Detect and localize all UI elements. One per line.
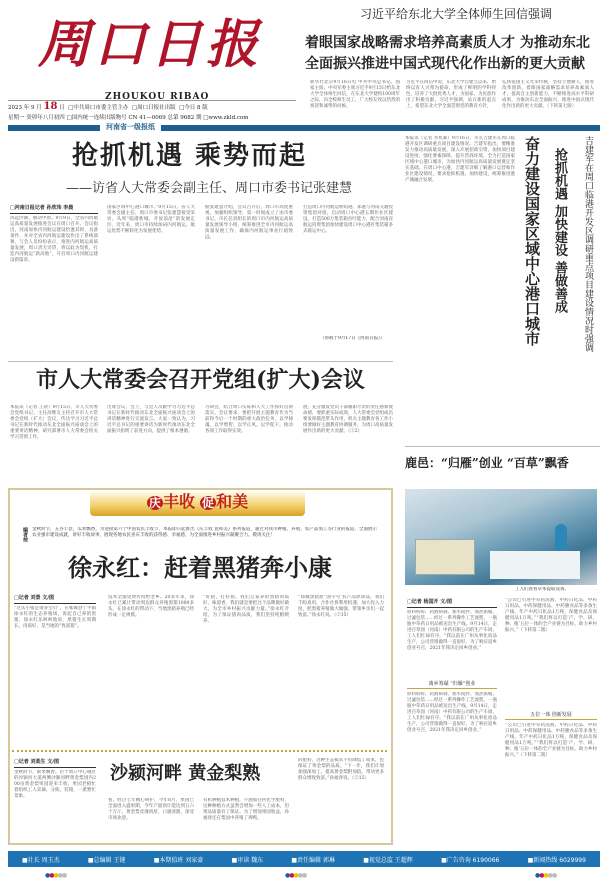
photo-table (490, 551, 580, 579)
photo-equipment (415, 539, 475, 575)
harvest-banner (90, 490, 305, 516)
page-count: □今日 8 版 (179, 105, 208, 111)
luyi-subhead-1: 离乡筹谋 “归雁”创业 (407, 680, 497, 689)
divider (8, 361, 393, 362)
divider (405, 446, 600, 447)
section-bar (8, 125, 600, 131)
publisher: □周口日报社出版 (131, 105, 176, 111)
story-b-col: 金秋时节，硕果飘香。位于周口中心城区的沙颍河大道两侧沙颍河畔黄金梨园内200亩黄金梨果园迎来丰收，果园老板忙着组织工人采摘、分拣、装箱，一派繁忙景象。 (14, 770, 96, 799)
dotted-divider (12, 750, 387, 752)
story-a-col: 技术全都免费传授给老乡。20多年来，徐永红已累计带动周边群众养殖黑猪1000多头，在徐永红的带动下，当地黑猪养殖已经形成一定规模。 (108, 595, 194, 618)
lead-kicker: 习近平给东北大学全体师生回信强调 (360, 7, 553, 21)
section-label: 河南省一级报纸 (100, 121, 161, 133)
story1-headline: 抢抓机遇 乘势而起 (72, 141, 308, 171)
story-a-col: “郑城黑猪原”国字号‘农产品原锋品，我们千盼真用，合作社将利用机遇，加大投入力度，把黑猪养殖做大做强，带领乡亲们一起致富。”徐永红说。（②15） (298, 595, 384, 618)
lead-body-col: 弘扬爱国主义光荣传统，坚持立德树人，推进改革创新，着眼国家战略需求培养高素质人才，提高自主创新能力，不断推进高水平科研成果，为推动东北全面振兴，推进中国式现代化作出新的更大贡献。（下转第七版） (502, 80, 594, 109)
story2-col: 展，充分激发党员干部履职尽责的责任感和使命感，要抓重实际成效，人大常委会党组成员要发挥模范带头作用，机关主题教育各工作小组要做好主题教育协调服务，为周口高质量发展作出新的更大贡献。（②2） (303, 405, 393, 434)
footer-item: ■责任编辑 郭琳 (291, 856, 335, 864)
banner-text: 丰收 (162, 492, 195, 511)
story-b-headline: 沙颍河畔 黄金梨熟 (110, 763, 261, 784)
story1-col: 国家区域中心港口城市。”9月15日，省人大常委会副主任、周口市委书记张建慧接受采访。从周“临港新城、开放前沿”的发展定位，近年来，周口市持续加码内河航运，航运优势不断转化为发展优势。 (107, 205, 195, 234)
date-year-month: 2023 年 9 月 (8, 105, 42, 111)
story2-col: 本报讯（记者 王晨）9月15日，市人大常委会党组书记、主任高继友主持召开市人大常委会党组（扩大）会议，传达学习习近平总书记在新时代推动东北全面振兴座谈会上的重要讲话精神，研究部署市人大常委会机关学习贯彻工作。 (10, 405, 98, 440)
publisher-host: □中共周口市委主管主办 (68, 105, 129, 111)
story2-col: 出席会议。会上，与会人员跟学习习近平总书记在新时代推动东北全面振兴座谈会上的讲话精神进行交流发言。大家一致认为，习近平总书记的重要讲话为新时代推动东北全面振兴指明了前进方向，提供了根本遵循。 (107, 405, 195, 434)
story-a-byline: □记者 刘景 文/图 (14, 594, 96, 604)
luyi-col: “公司已引进中草药洗液、中药日化品、中药日用品、中药保健用品、中药膳食品等多条生产线，年产中药日化品1万吨，保健食品及保健用品1万吨。”“我们将以打造‘产、学、研、种、植’五位一体的全产业链为目标，助力乡村振兴。”（下转第二版） (505, 598, 597, 633)
footer-item: ■审读 魏东 (231, 856, 264, 864)
sidebar-headline-a: 抢抓机遇 加快建设 善做善成 (552, 148, 567, 314)
luyi-byline: □记者 杨国开 文/图 (407, 598, 497, 608)
logo-pinyin: ZHOUKOU RIBAO (105, 92, 210, 102)
luyi-headline: 鹿邑：“归雁”创业 “百草”飘香 (405, 456, 569, 470)
issue-info: 星期一 癸卯年八月初四 □国内统一连续出版物号 CN 41—0069 总第 9682 期 □www.zkld.com (8, 115, 249, 121)
footer-item: ■本期值班 刘家豪 (153, 856, 204, 864)
story1-source: （原载于9月17日《河南日报》） (320, 336, 385, 341)
story-a-headline: 徐永红：赶着黑猪奔小康 (68, 553, 332, 582)
story2-headline: 市人大常委会召开党组(扩大)会议 (36, 367, 365, 393)
editor-note: 金秋时节，五谷丰登，瓜果飘香。为迎接第六个中国农民丰收节，本报即日起推出《庆丰收 促和美》系列报道，通过对我市种植、养殖、农产品加工等行业的报道，全面展示农业强市建设成就，讲好丰收故事，展现各地农民喜庆丰收的获得感、幸福感，为全面推进乡村振兴凝聚合力。敬请关注！ (32, 527, 377, 538)
footer-bar (8, 851, 600, 867)
luyi-col: 原料粉碎、药液研制、加水搅拌、加热浓缩、过滤包装……经过一系列操作工艺流程，一瓶瓶中草药日用品被送出生产线。9月14日，走进百草园（河南）中药有限公司的生产车间，工人们忙碌有序。“我以前在广州从事化妆品生产，公司营销做得一直很好，为了响应返乡创业号召，2021年我决定回乡创业。” (407, 610, 497, 651)
luyi-subhead-2: 五位一体 创新发展 (505, 711, 597, 720)
story1-col: 据张建慧介绍，会议召开后，周口市高度重视，加强组织领导，第一时间成立了由市委书记、市长任双组长的周口市内河航运高质量发展领导小组，统筹推进全市内河航运高质量发展工作，确保内河航运事业行稳致远。 (205, 205, 293, 240)
story-a-col: “好猪，打好猪，我们自家养的黑猪肉质好，味道香，我们就是要把这个品牌做好做大，为全市乡村振兴贡献力量。”徐永红介绍，为了保证猪肉品质，我们坚持纯粮喂养。 (203, 595, 289, 624)
footer-item: ■广告咨询 6190066 (441, 856, 500, 864)
photo-worker (555, 524, 567, 550)
story-a-col: “这头小猪是诸多宝贝”，在郸城县宁平镇徐永红的生态养殖场，说起自己养的黑猪，徐永红乐呵呵地说，黑猪生长周期长、肉质好，是当地的“致富猪”。 (14, 606, 96, 629)
story1-byline: □河南日报记者 孙欣玮 李晨 (10, 204, 98, 214)
color-registration-dots: ●●●●● (285, 872, 307, 879)
footer-item: ■总编辑 王键 (87, 856, 126, 864)
color-registration-dots: ●●●●● (45, 872, 67, 879)
banner-char: 庆 (148, 496, 161, 510)
luyi-col: “公司已引进中草药洗液、中药日化品、中药日用品、中药保健用品、中药膳食品等多条生产线，年产中药日化品1万吨，保健食品及保健用品1万吨。”“我们将以打造‘产、学、研、种、植’五位一体的全产业链为目标，助力乡村振兴。”（下转第二版） (505, 723, 597, 758)
story-b-byline: □记者 刘柔生 文/图 (14, 758, 96, 768)
newspaper-logo: 周口日报 (38, 14, 263, 75)
banner-text: 和美 (216, 492, 249, 511)
story2-col: 习研会，结合周口实际和人大工作抓好贯彻落实。会议要求，要把开展主题教育作为当前和今后一个时期的重大政治任务，以学铸魂、以学增智、以学正风、以学促干，推动各项工作取得实效。 (205, 405, 293, 434)
story-b-col: 的肥料，这种生态模式不但降低了成本，也保证了黄金梨的品质。“下一步，我们计划加强深加工，提高黄金梨附加值，带动更多群众增收致富。”孙福春说。（②15） (298, 758, 384, 781)
color-registration-dots: ●●●●● (535, 872, 557, 879)
factory-photo (405, 489, 597, 585)
sidebar-headline-b: 奋力建设国家区域中心港口城市 (523, 136, 541, 346)
date-day: 18 (43, 101, 58, 112)
date-line (8, 102, 208, 113)
footer-item: ■视觉总监 王超辉 (363, 856, 413, 864)
footer-item: ■新闻热线 6029999 (527, 856, 586, 864)
footer-item: ■社长 周玉杰 (22, 856, 60, 864)
lead-headline-1: 着眼国家战略需求培养高素质人才 为推动东北 (305, 35, 590, 51)
photo-caption: 工人们查看草本提取设备。 (515, 587, 569, 592)
story-b-col: 看，经过七年精心呵护，今年8月，果园已全面进入盛果期，今年产量预计能达到五六十万斤。黄金梨皮薄肉厚，口感清甜，深受市场欢迎。 (108, 798, 194, 821)
story1-col: 打造周口内河航运枢纽港。郑港与河南交通投资集团对接，启动周口中心港五期作业区建设，打造500万集装箱吞吐能力，配合河南省航运投资集团加快建设周口中心港区集装箱多式联运中心。 (303, 205, 393, 234)
sidebar-kicker: 吉建军在周口临港开发区调研重点项目建设情况时强调 (583, 136, 593, 352)
story1-subtitle: ——访省人大常委会副主任、周口市委书记张建慧 (66, 181, 353, 196)
editor-note-label: 编者按 (22, 527, 28, 542)
lead-body-col: 习近平在回信中说，东北大学自建立以来，始终以育人兴邦为使命，形成了鲜明的学科特色，培养了大批优秀人才，为国家、为民族作出了积极贡献。习近平强调，站在新的起点上，希望东北大学全面贯彻党的教育方针， (406, 80, 496, 109)
story1-col: 风起沙颍，舸动中原。9月9日，全省内河航运高质量发展推进会议在周口召开。会议指出，河南加快内河航运建设恰逢其时，具备条件，并对全省内河航运建设作出了系统部署。与会人员纷纷表示，推进内河航运高质量发展，周口责无旁贷，将以此为契机，打造内河航运“新高地”，开启周口内河航运建设新篇章。 (10, 216, 98, 263)
luyi-col: 原料粉碎、药液研制、加水搅拌、加热浓缩、过滤包装……经过一系列操作工艺流程，一瓶瓶中草药日用品被送出生产线。9月14日，走进百草园（河南）中药有限公司的生产车间，工人们忙碌有序。“我以前在广州从事化妆品生产，公司营销做得一直很好，为了响应返乡创业号召，2021年我决定回乡创业。” (407, 692, 497, 733)
lead-headline-2: 全面振兴推进中国式现代化作出新的更大贡献 (305, 56, 585, 72)
lead-body-col: 新华社北京9月16日电 中共中央总书记、国家主席、中央军委主席习近平9月15日给东北大学全体师生回信，在东北大学建校100周年之际，向全校师生员工、广大校友致以热烈的祝贺和诚挚的问候。 (310, 80, 400, 109)
banner-char: 促 (202, 496, 215, 510)
story-b-col: 有机种植技术种植，不施加任何化学肥料，这种种植方式虽然会增加一些人工成本，但果品质量有了保证。为了增加果园收益，孙福春还在梨园中养殖了鸡鸭。 (203, 798, 289, 821)
date-suffix: 日 (59, 105, 65, 111)
sidebar-story-body: 本报讯（记者 李兆素）9月16日，市长吉建军在周口临港开发区调研重点项目建设情况。吉建军指出，要精准发力推动高质量发展，深入开展招商引资，加快项目建设进度，强化要素保障，提升营商环境，全力打造国家区域中心港口城市，为加快内河航运高质量发展奠定坚实基础。在周口中心港，吉建军详细了解港口运营和作业区建设情况，要求抢抓机遇、加快建设，统筹推进港产城融合发展。 (405, 136, 515, 183)
